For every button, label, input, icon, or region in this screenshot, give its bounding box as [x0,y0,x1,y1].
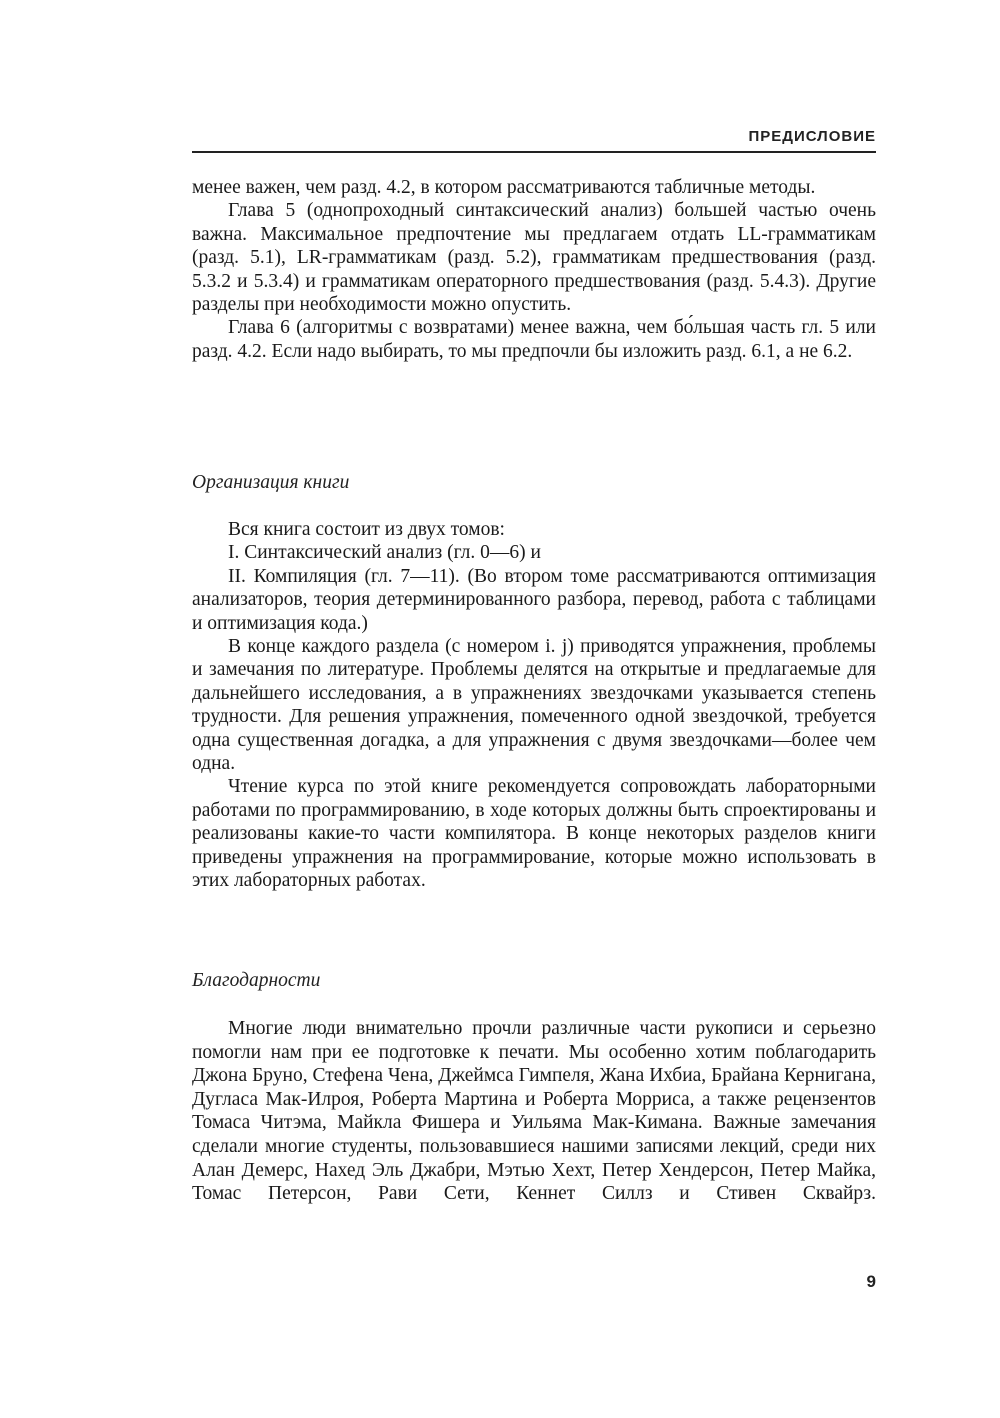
paragraph-chapter-6: Глава 6 (алгоритмы с возвратами) менее важна, чем бо́льшая часть гл. 5 или разд. 4.2. Если надо выбирать, то мы предпочли бы изложить разд. 6.1, а не 6.2. [192,317,876,362]
paragraph-thanks: Многие люди внимательно прочли различные части рукописи и серьезно помогли нам при ее подготовке к печати. Мы особенно хотим поблагодарить Джона Бруно, Стефена Чена, Джеймса Гимпеля, Жана Ихбиа, Брайана Кернигана, Дугласа Мак-Илроя, Роберта Мартина и Роберта Морриса, а также рецензентов Томаса Читэма, Майкла Фишера и Уильяма Мак-Кимана. Важные замечания сделали многие студенты, пользовавшиеся нашими записями лекций, среди них Алан Демерс, Нахед Эль Джабри, Мэтью Хехт, Петер Хендерсон, Петер Майка, Томас Петерсон, Рави Сети, Кеннет Силлз и Стивен Сквайрз. [192,1018,876,1205]
volume-2: II. Компиляция (гл. 7—11). (Во втором томе рассматриваются оптимизация анализаторов, теория детерминированного разбора, перевод, работа с таблицами и оптимизация кода.) [192,565,876,634]
running-header: ПРЕДИСЛОВИЕ [748,128,876,145]
page-number: 9 [866,1272,876,1291]
section-heading-organization: Организация книги [192,472,350,493]
volumes-intro: Вся книга состоит из двух томов: [228,519,505,540]
header-rule [192,151,876,153]
organization-section [192,518,876,893]
section-heading-thanks: Благодарности [192,970,321,991]
paragraph-exercises: В конце каждого раздела (с номером i. j) приводятся упражнения, проблемы и замечания по литературе. Проблемы делятся на открытые и предлагаемые для дальнейшего исследования, а в упражнениях звездочками указывается степень трудности. Для решения упражнения, помеченного одной звездочкой, требуется одна существенная догадка, а для упражнения с двумя звездочками—более чем одна. [192,636,876,775]
intro-text [192,176,876,363]
volume-1: I. Синтаксический анализ (гл. 0—6) и [228,542,541,564]
paragraph-chapter-5: Глава 5 (однопроходный синтаксический анализ) большей частью очень важна. Максимальное предпочтение мы предлагаем отдать LL-грамматикам (разд. 5.1), LR-грамматикам (разд. 5.2), грамматикам предшествования (разд. 5.3.2 и 5.3.4) и грамматикам операторного предшествования (разд. 5.4.3). Другие разделы при необходимости можно опустить. [192,200,876,316]
paragraph-labs: Чтение курса по этой книге рекомендуется сопровождать лабораторными работами по программированию, в ходе которых должны быть спроектированы и реализованы какие-то части компилятора. В конце некоторых разделов книги приведены упражнения на программирование, которые можно использовать в этих лабораторных работах. [192,776,876,892]
thanks-section [192,1017,876,1206]
paragraph-continuation: менее важен, чем разд. 4.2, в котором рассматриваются табличные методы. [192,177,816,198]
